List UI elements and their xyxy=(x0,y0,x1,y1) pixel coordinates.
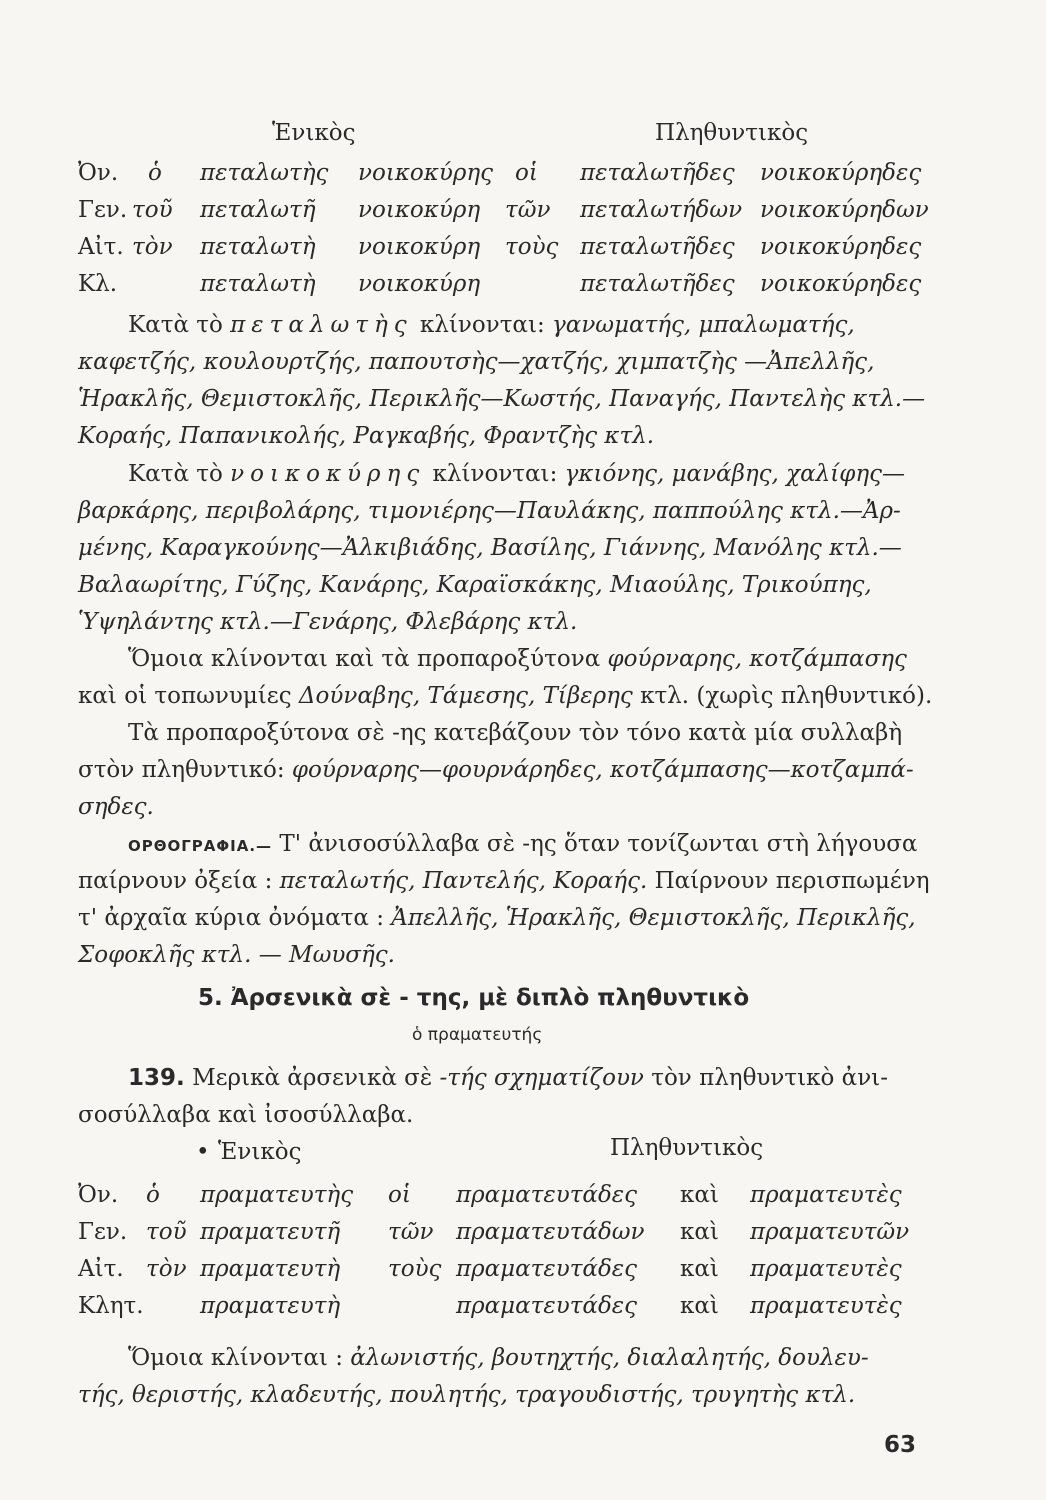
text: κλίνονται: xyxy=(432,461,558,487)
word: πραματευτάδων xyxy=(456,1219,645,1245)
text: Ὅμοια κλίνονται : xyxy=(128,1345,343,1371)
text-line: Κοραής, Παπανικολής, Ραγκαβής, Φραντζὴς κτλ. xyxy=(78,423,655,449)
text: κλίνονται: xyxy=(419,312,545,338)
word: νοικοκύρηδες xyxy=(760,234,922,260)
table2-head-plural: Πληθυντικὸς xyxy=(610,1135,764,1161)
text-line: μένης, Καραγκούνης—Ἀλκιβιάδης, Βασίλης, Γιάννης, Μανόλης κτλ.— xyxy=(78,535,902,561)
text: Ὅμοια κλίνονται καὶ τὰ προπαροξύτονα xyxy=(128,646,601,672)
article: οἱ xyxy=(388,1182,411,1208)
bullet-icon: • xyxy=(196,1139,210,1165)
word: πραματευτῆ xyxy=(200,1219,341,1245)
word: πεταλωτῆ xyxy=(200,197,316,223)
conjunction: καὶ xyxy=(680,1182,719,1208)
article: οἱ xyxy=(515,160,538,186)
text-line: Ὑψηλάντης κτλ.—Γενάρης, Φλεβάρης κτλ. xyxy=(78,609,578,635)
text-line xyxy=(78,681,932,711)
table1-head-plural: Πληθυντικὸς xyxy=(655,120,809,146)
text: τ' ἀρχαῖα κύρια ὀνόματα : xyxy=(78,905,384,931)
conjunction: καὶ xyxy=(680,1219,719,1245)
text-line: τής, θεριστής, κλαδευτής, πουλητής, τραγουδιστής, τρυγητὴς κτλ. xyxy=(78,1382,856,1408)
article: τοῦ xyxy=(132,197,173,223)
text-line: Τὰ προπαροξύτονα σὲ -ης κατεβάζουν τὸν τόνο κατὰ μία συλλαβὴ xyxy=(128,720,903,746)
spaced-term: πεταλωτὴς xyxy=(230,312,413,338)
text-line xyxy=(128,829,917,861)
word: πραματευτὴ xyxy=(200,1293,341,1319)
word: πραματευτὴς xyxy=(200,1182,354,1208)
examples: γκιόνης, μανάβης, χαλίφης— xyxy=(564,461,906,487)
examples: γανωματής, μπαλωματής, xyxy=(552,312,855,338)
word: πεταλωτὴ xyxy=(200,271,316,297)
article: ὁ xyxy=(146,1182,160,1208)
text: Μερικὰ ἀρσενικὰ σὲ xyxy=(192,1065,433,1091)
word: νοικοκύρηδες xyxy=(760,160,922,186)
text-line xyxy=(128,1063,888,1093)
text: τὸν πληθυντικὸ ἀνι- xyxy=(651,1065,888,1091)
examples: Δούναβης, Τάμεσης, Τίβερης xyxy=(298,683,633,709)
section-heading: 5. Ἀρσενικὰ σὲ - της, μὲ διπλὸ πληθυντικὸ xyxy=(198,985,750,1011)
word: πεταλωτῆδες xyxy=(580,160,735,186)
word: πραματευτὲς xyxy=(750,1293,902,1319)
word: πεταλωτὴ xyxy=(200,234,316,260)
examples: Σοφοκλῆς κτλ. xyxy=(78,942,252,968)
word: πραματευτῶν xyxy=(750,1219,910,1245)
page-number: 63 xyxy=(883,1432,916,1458)
word: νοικοκύρη xyxy=(358,197,481,223)
word: πραματευτάδες xyxy=(456,1256,638,1282)
text: στὸν πληθυντικό: xyxy=(78,757,285,783)
orthography-label: ΟΡΘΟΓΡΑΦΙΑ.— xyxy=(128,837,273,855)
word: νοικοκύρη xyxy=(358,234,481,260)
text-line: βαρκάρης, περιβολάρης, τιμονιέρης—Παυλάκης, παππούλης κτλ.—Ἀρ- xyxy=(78,498,901,524)
table2-head-singular: Ἑνικὸς xyxy=(218,1139,302,1165)
case-label: Αἰτ. xyxy=(78,234,124,260)
article: τῶν xyxy=(388,1219,434,1245)
word: πραματευτὲς xyxy=(750,1182,902,1208)
table1-head-singular: Ἑνικὸς xyxy=(272,120,356,146)
case-label: Κλ. xyxy=(78,271,118,297)
word: πεταλωτῆδες xyxy=(580,234,735,260)
text-line xyxy=(78,755,914,785)
section-subtitle: ὁ πραματευτής xyxy=(412,1025,543,1045)
examples: -τής σχηματίζουν xyxy=(439,1065,644,1091)
case-label: Γεν. xyxy=(78,197,128,223)
article: τὸν xyxy=(146,1256,187,1282)
text-line xyxy=(128,310,855,340)
word: πραματευτάδες xyxy=(456,1293,638,1319)
text-line xyxy=(78,940,395,970)
examples: φούρναρης—φουρνάρηδες, κοτζάμπασης—κοτζαμπά- xyxy=(291,757,914,783)
word: πεταλωτὴς xyxy=(200,160,329,186)
text-line: Ἡρακλῆς, Θεμιστοκλῆς, Περικλῆς—Κωστής, Παναγής, Παντελὴς κτλ.— xyxy=(78,386,926,412)
article: τοὺς xyxy=(505,234,559,260)
text-line: σοσύλλαβα καὶ ἰσοσύλλαβα. xyxy=(78,1102,414,1128)
examples: φούρναρης, κοτζάμπασης xyxy=(607,646,907,672)
examples: πεταλωτής, Παντελής, Κοραής. xyxy=(279,868,648,894)
spaced-term: νοικοκύρης xyxy=(230,461,426,487)
paragraph-number: 139. xyxy=(128,1065,185,1091)
article: ὁ xyxy=(148,160,162,186)
text-line xyxy=(128,644,907,674)
article: τοὺς xyxy=(388,1256,442,1282)
case-label: Κλητ. xyxy=(78,1293,144,1319)
word: πεταλωτήδων xyxy=(580,197,743,223)
text-line xyxy=(78,866,930,896)
text: παίρνουν ὀξεία : xyxy=(78,868,273,894)
word: νοικοκύρη xyxy=(358,271,481,297)
text-line xyxy=(78,903,916,933)
text: κτλ. (χωρὶς πληθυντικό). xyxy=(640,683,933,709)
word: νοικοκύρηδων xyxy=(760,197,929,223)
case-label: Γεν. xyxy=(78,1219,128,1245)
conjunction: καὶ xyxy=(680,1293,719,1319)
case-label: Ὀν. xyxy=(78,160,119,186)
text: Κατὰ τὸ xyxy=(128,461,223,487)
conjunction: καὶ xyxy=(680,1256,719,1282)
article: τοῦ xyxy=(146,1219,187,1245)
case-label: Αἰτ. xyxy=(78,1256,124,1282)
article: τὸν xyxy=(132,234,173,260)
word: πεταλωτῆδες xyxy=(580,271,735,297)
examples: Ἀπελλῆς, Ἡρακλῆς, Θεμιστοκλῆς, Περικλῆς, xyxy=(391,905,916,931)
text: Τ' ἀνισοσύλλαβα σὲ -ης ὅταν τονίζωνται στὴ λήγουσα xyxy=(279,831,918,857)
text: Κατὰ τὸ xyxy=(128,312,223,338)
text: Παίρνουν περισπωμένη xyxy=(654,868,930,894)
text-line xyxy=(128,459,905,489)
examples: ἀλωνιστής, βουτηχτής, διαλαλητής, δουλευ- xyxy=(350,1345,869,1371)
case-label: Ὀν. xyxy=(78,1182,119,1208)
word: πραματευτὲς xyxy=(750,1256,902,1282)
text: καὶ οἱ τοπωνυμίες xyxy=(78,683,292,709)
word: νοικοκύρης xyxy=(358,160,494,186)
text-line: καφετζής, κουλουρτζής, παπουτσὴς—χατζής, χιμπατζὴς —Ἀπελλῆς, xyxy=(78,349,875,375)
examples: — Μωυσῆς. xyxy=(258,942,395,968)
article: τῶν xyxy=(505,197,551,223)
text-line: Βαλαωρίτης, Γύζης, Κανάρης, Καραϊσκάκης, Μιαούλης, Τρικούπης, xyxy=(78,572,872,598)
text-line: σηδες. xyxy=(78,794,154,820)
text-line xyxy=(128,1343,869,1373)
word: νοικοκύρηδες xyxy=(760,271,922,297)
word: πραματευτὴ xyxy=(200,1256,341,1282)
word: πραματευτάδες xyxy=(456,1182,638,1208)
